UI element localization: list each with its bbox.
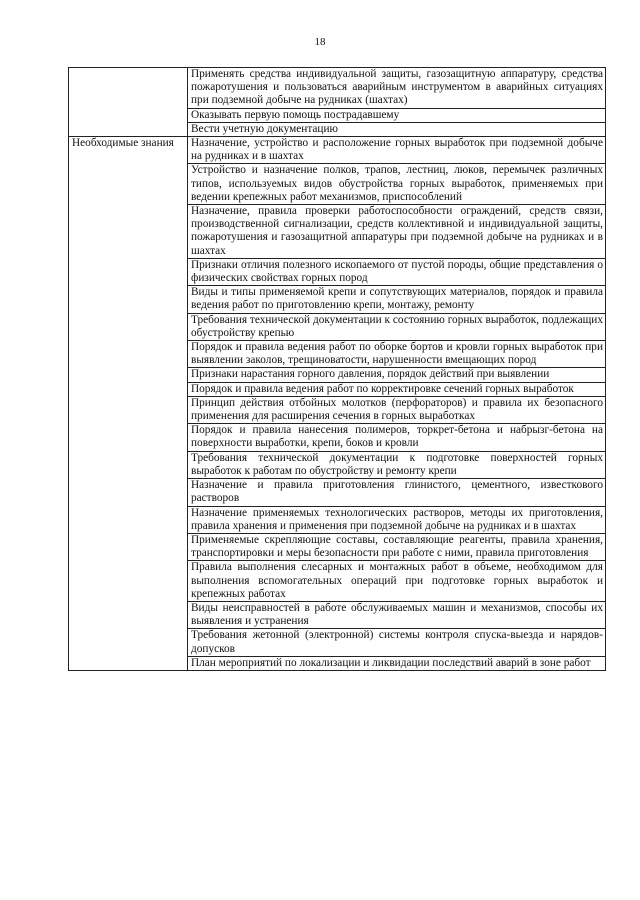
knowledge-item: Порядок и правила нанесения полимеров, торкрет-бетона и набрызг-бетона на поверхности выработки, крепи, боков и кровли	[188, 424, 606, 451]
knowledge-item: Требования технической документации к подготовке поверхностей горных выработок к работам по обустройству и ремонту крепи	[188, 451, 606, 478]
knowledge-item: Назначение применяемых технологических растворов, методы их приготовления, правила хранения и применения при подземной добыче на рудниках и в шахтах	[188, 506, 606, 533]
competency-table	[68, 67, 606, 671]
knowledge-label: Необходимые знания	[69, 137, 188, 671]
knowledge-item: Принцип действия отбойных молотков (перфораторов) и правила их безопасного применения для расширения сечения в горных выработках	[188, 396, 606, 423]
knowledge-item: Правила выполнения слесарных и монтажных работ в объеме, необходимом для выполнения вспомогательных операций при подготовке горных выработок и крепежных работах	[188, 561, 606, 602]
knowledge-item: Назначение, устройство и расположение горных выработок при подземной добыче на рудниках и в шахтах	[188, 137, 606, 164]
skill-item: Применять средства индивидуальной защиты, газозащитную аппаратуру, средства пожаротушения и пользоваться аварийным инструментом в аварийных ситуациях при подземной добыче на рудниках (шахтах)	[188, 68, 606, 109]
knowledge-item: Признаки нарастания горного давления, порядок действий при выявлении	[188, 368, 606, 382]
knowledge-item: План мероприятий по локализации и ликвидации последствий аварий в зоне работ	[188, 656, 606, 670]
empty-label-cell	[69, 68, 188, 137]
table-row	[69, 68, 606, 109]
page-number: 18	[314, 36, 326, 48]
table-row	[69, 137, 606, 164]
knowledge-item: Виды и типы применяемой крепи и сопутствующих материалов, порядок и правила ведения работ по приготовлению крепи, монтажу, ремонту	[188, 286, 606, 313]
knowledge-item: Виды неисправностей в работе обслуживаемых машин и механизмов, способы их выявления и устранения	[188, 601, 606, 628]
knowledge-item: Признаки отличия полезного ископаемого от пустой породы, общие представления о физических свойствах горных пород	[188, 258, 606, 285]
knowledge-item: Требования технической документации к состоянию горных выработок, подлежащих обустройству крепью	[188, 313, 606, 340]
knowledge-item: Требования жетонной (электронной) системы контроля спуска-выезда и нарядов-допусков	[188, 629, 606, 656]
knowledge-item: Порядок и правила ведения работ по корректировке сечений горных выработок	[188, 382, 606, 396]
knowledge-item: Назначение, правила проверки работоспособности ограждений, средств связи, производственной сигнализации, средств коллективной и индивидуальной защиты, пожаротушения и газозащитной аппаратуры при подземной добыче на рудниках и в шахтах	[188, 205, 606, 259]
skill-item: Оказывать первую помощь пострадавшему	[188, 108, 606, 122]
knowledge-item: Устройство и назначение полков, трапов, лестниц, люков, перемычек различных типов, используемых видов обустройства горных выработок, применяемых при ведении крепежных работ механизмов, приспособлений	[188, 164, 606, 205]
skill-item: Вести учетную документацию	[188, 122, 606, 136]
knowledge-item: Назначение и правила приготовления глинистого, цементного, известкового растворов	[188, 479, 606, 506]
knowledge-item: Применяемые скрепляющие составы, составляющие реагенты, правила хранения, транспортировки и меры безопасности при работе с ними, правила приготовления	[188, 533, 606, 560]
knowledge-item: Порядок и правила ведения работ по оборке бортов и кровли горных выработок при выявлении заколов, трещиноватости, нарушенности вмещающих пород	[188, 341, 606, 368]
